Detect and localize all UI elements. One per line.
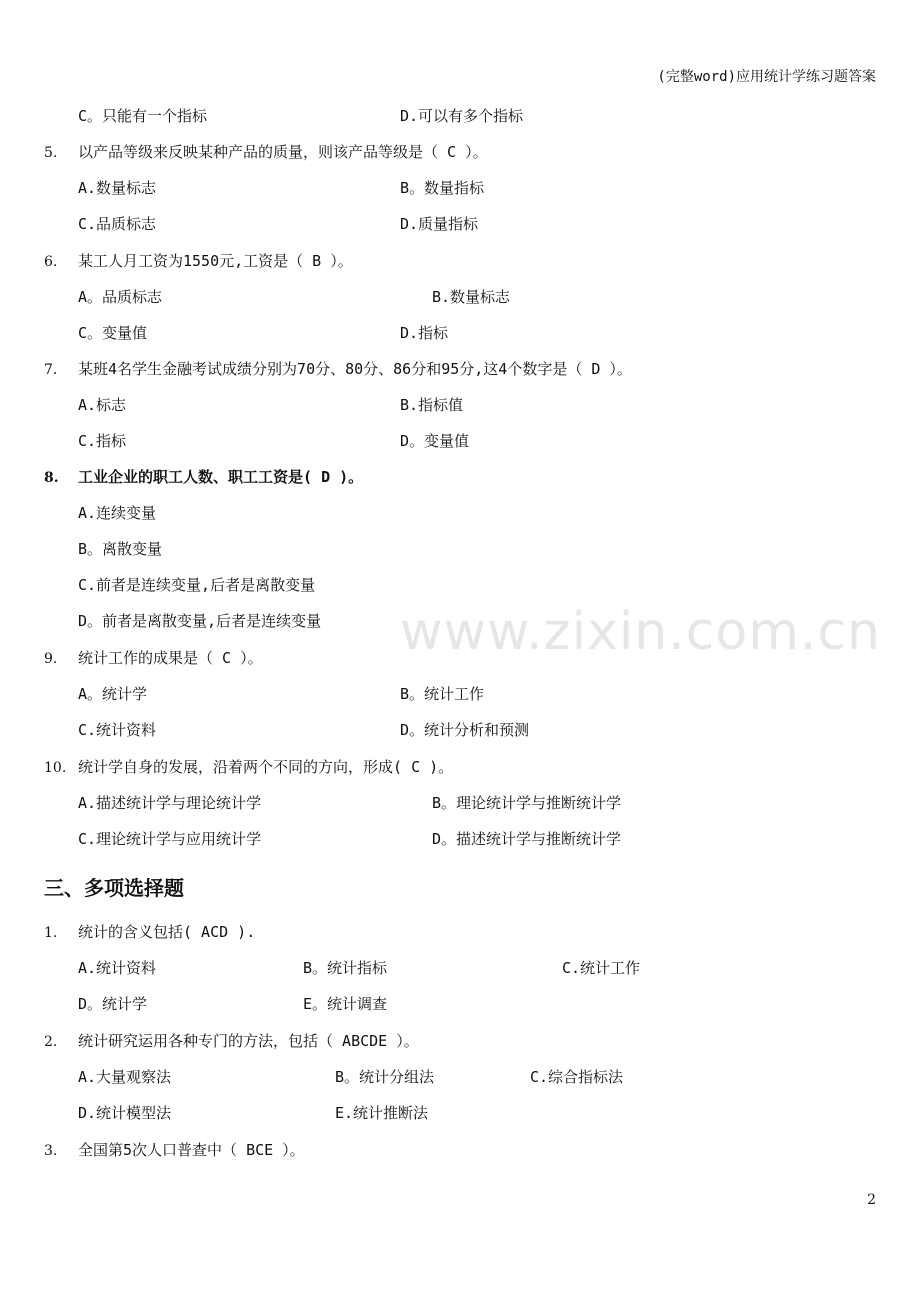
question-text: 统计学自身的发展，沿着两个不同的方向，形成( C )。: [78, 758, 454, 776]
option: D.指标: [400, 324, 449, 342]
section-title: 三、多项选择题: [44, 876, 184, 900]
option: A.描述统计学与理论统计学: [78, 794, 262, 812]
question-text: 以产品等级来反映某种产品的质量，则该产品等级是（ C ）。: [78, 143, 488, 161]
option: D.统计模型法: [78, 1104, 172, 1122]
option: C.理论统计学与应用统计学: [78, 830, 262, 848]
question-number: 9.: [44, 651, 58, 667]
option: C。变量值: [78, 324, 148, 342]
question-text: 统计的含义包括( ACD ).: [78, 923, 256, 941]
page-header: (完整word)应用统计学练习题答案: [657, 69, 876, 85]
question-text: 统计研究运用各种专门的方法，包括（ ABCDE ）。: [78, 1032, 419, 1050]
option: C.指标: [78, 432, 127, 450]
option: A.连续变量: [78, 504, 157, 522]
option: D。前者是离散变量,后者是连续变量: [78, 612, 322, 630]
question-text: 某工人月工资为1550元,工资是（ B ）。: [78, 252, 353, 270]
question-text: 统计工作的成果是（ C ）。: [78, 649, 263, 667]
question-number: 3.: [44, 1143, 58, 1159]
option: C.统计资料: [78, 721, 157, 739]
page-number: 2: [867, 1192, 876, 1208]
option: B.数量标志: [432, 288, 511, 306]
watermark: www.zixin.com.cn: [400, 602, 881, 662]
option: D.质量指标: [400, 215, 479, 233]
option: C.前者是连续变量,后者是离散变量: [78, 576, 316, 594]
option: D。变量值: [400, 432, 470, 450]
option: A.标志: [78, 396, 127, 414]
option: E。统计调查: [303, 995, 388, 1013]
option: D。描述统计学与推断统计学: [432, 830, 622, 848]
question-text: 工业企业的职工人数、职工工资是( D )。: [78, 468, 364, 486]
option: B.指标值: [400, 396, 464, 414]
option: E.统计推断法: [335, 1104, 429, 1122]
option: D。统计分析和预测: [400, 721, 530, 739]
option: C.品质标志: [78, 215, 157, 233]
option: B。理论统计学与推断统计学: [432, 794, 622, 812]
question-text: 某班4名学生金融考试成绩分别为70分、80分、86分和95分,这4个数字是（ D ）。: [78, 360, 632, 378]
option: A.数量标志: [78, 179, 157, 197]
option: C.统计工作: [562, 959, 641, 977]
question-number: 7.: [44, 362, 58, 378]
option: A.大量观察法: [78, 1068, 172, 1086]
option: C。只能有一个指标: [78, 107, 208, 125]
option: B。统计指标: [303, 959, 388, 977]
option: A。统计学: [78, 685, 148, 703]
option: C.综合指标法: [530, 1068, 624, 1086]
question-number: 1.: [44, 925, 58, 941]
question-number: 6.: [44, 254, 58, 270]
option: B。统计分组法: [335, 1068, 435, 1086]
question-number: 10.: [44, 760, 67, 776]
question-text: 全国第5次人口普查中（ BCE ）。: [78, 1141, 305, 1159]
option: A.统计资料: [78, 959, 157, 977]
option: A。品质标志: [78, 288, 163, 306]
question-number: 5.: [44, 145, 58, 161]
option: D。统计学: [78, 995, 148, 1013]
option: B。数量指标: [400, 179, 485, 197]
option: D.可以有多个指标: [400, 107, 524, 125]
option: B。统计工作: [400, 685, 485, 703]
question-number: 2.: [44, 1034, 58, 1050]
option: B。离散变量: [78, 540, 163, 558]
question-number: 8.: [44, 470, 59, 486]
